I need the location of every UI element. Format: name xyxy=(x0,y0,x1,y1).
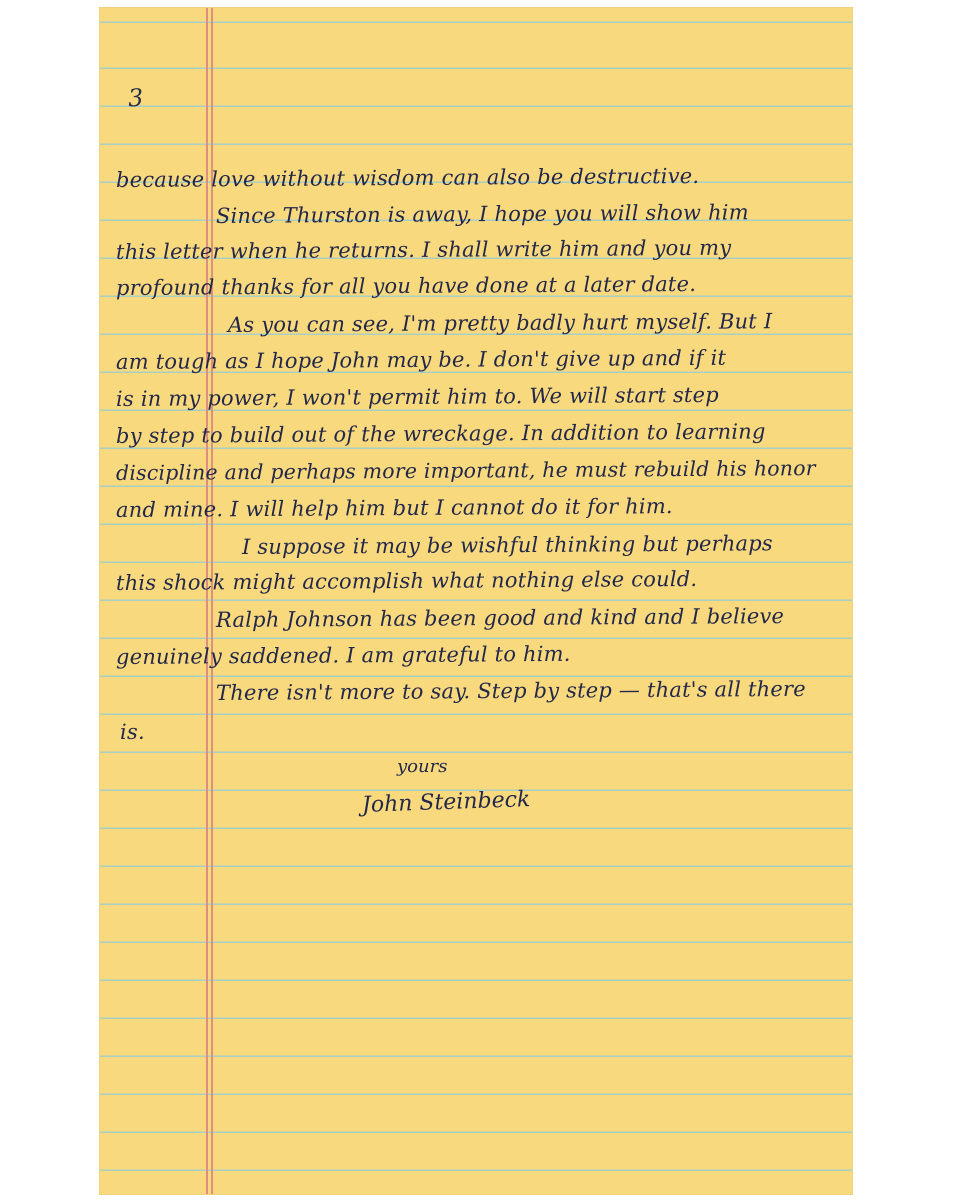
letter-line-15: There isn't more to say. Step by step — that's all there xyxy=(215,676,806,705)
letter-line-9: discipline and perhaps more important, he must rebuild his honor xyxy=(115,456,816,485)
letter-line-16: is. xyxy=(119,719,145,744)
signature: John Steinbeck xyxy=(361,787,531,818)
closing-text: yours xyxy=(397,756,448,777)
letter-line-6: am tough as I hope John may be. I don't give up and if it xyxy=(115,345,727,374)
letter-line-10: and mine. I will help him but I cannot do it for him. xyxy=(115,494,673,522)
letter-line-4: profound thanks for all you have done at a later date. xyxy=(115,271,697,300)
page-number: 3 xyxy=(127,83,145,113)
letter-line-7: is in my power, I won't permit him to. We will start step xyxy=(115,382,719,411)
letter-line-1: because love without wisdom can also be destructive. xyxy=(115,163,700,192)
letter-line-3: this letter when he returns. I shall write him and you my xyxy=(115,235,732,264)
letter-line-13: Ralph Johnson has been good and kind and I believe xyxy=(215,604,785,632)
letter-line-14: genuinely saddened. I am grateful to him. xyxy=(115,641,571,669)
letter-line-12: this shock might accomplish what nothing else could. xyxy=(115,566,698,595)
letter-line-2: Since Thurston is away, I hope you will show him xyxy=(215,200,749,228)
letter-line-11: I suppose it may be wishful thinking but perhaps xyxy=(241,531,773,559)
letter-line-8: by step to build out of the wreckage. In addition to learning xyxy=(115,419,766,448)
letter-line-5: As you can see, I'm pretty badly hurt myself. But I xyxy=(227,309,773,337)
legal-pad-sheet xyxy=(100,8,852,1194)
